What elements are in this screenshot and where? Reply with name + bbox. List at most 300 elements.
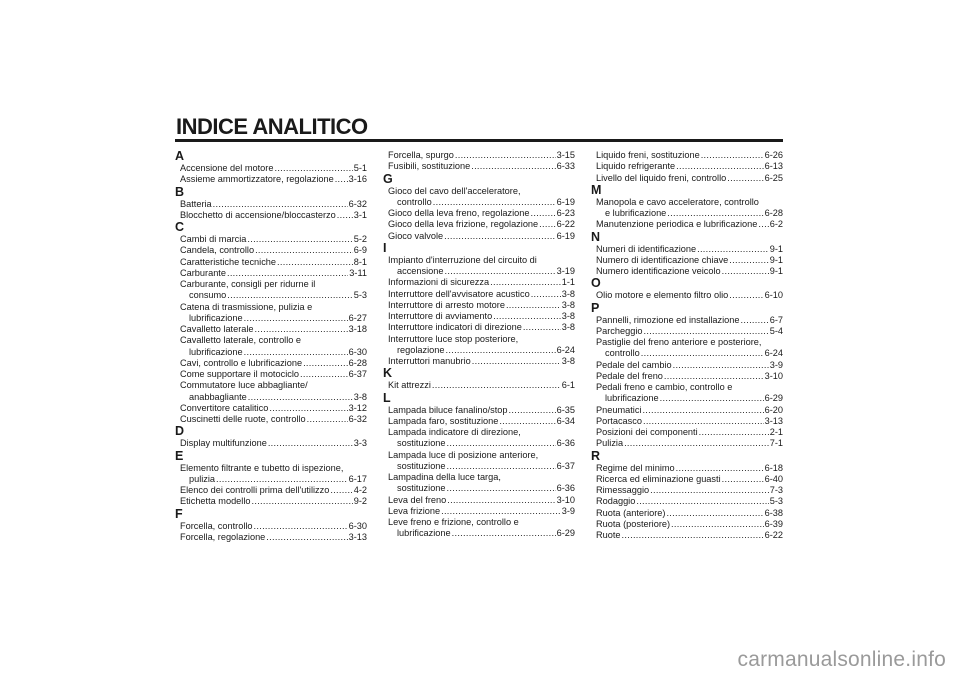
index-entry-text: Interruttore di avviamento [388, 311, 493, 321]
index-entry-text: Accensione del motore [180, 163, 274, 173]
dot-leader [255, 324, 348, 335]
index-letter: B [175, 184, 185, 199]
index-entry [591, 219, 783, 230]
dot-leader [303, 358, 348, 369]
index-letter: I [383, 240, 387, 255]
index-page-number: 5-4 [769, 325, 783, 336]
index-page-number: 6-27 [348, 312, 367, 323]
dot-leader [636, 496, 768, 507]
index-entry [591, 161, 783, 172]
index-entry [383, 495, 575, 506]
index-entry-text: Ricerca ed eliminazione guasti [596, 473, 721, 484]
index-entry-text: controllo [605, 348, 640, 359]
dot-leader [741, 315, 769, 326]
index-page-number: 5-1 [353, 163, 367, 173]
index-entry-text: Informazioni di sicurezza [388, 277, 490, 288]
index-entry [175, 463, 367, 486]
index-entry [383, 334, 575, 357]
index-entry [175, 163, 367, 174]
index-entry [383, 231, 575, 242]
index-entry-text: Cuscinetti delle ruote, controllo [180, 414, 306, 424]
index-page-number: 7-1 [769, 438, 783, 449]
index-entry-text: lubrificazione [189, 312, 243, 323]
dot-leader [307, 414, 348, 425]
index-entry-text: anabbagliante [189, 391, 247, 402]
dot-leader [247, 234, 352, 245]
index-entry [175, 496, 367, 507]
index-entry-text: Lampada biluce fanalino/stop [388, 404, 508, 415]
index-entry-text: Leva del freno [388, 494, 447, 505]
index-entry-text: Lampadina della luce targa, [388, 472, 501, 482]
dot-leader [490, 277, 561, 288]
dot-leader [227, 290, 352, 301]
index-page-number: 8-1 [353, 256, 367, 267]
index-entry-text: Numero di identificazione chiave [596, 254, 729, 265]
index-page-number: 6-32 [348, 198, 367, 209]
dot-leader [523, 322, 561, 333]
index-entry-text: Numero identificazione veicolo [596, 266, 721, 276]
index-entry [175, 358, 367, 369]
index-entry-text: Gioco della leva frizione, regolazione [388, 219, 539, 230]
index-entry-text: Blocchetto di accensione/bloccasterzo [180, 209, 336, 220]
index-page-number: 1-1 [561, 277, 575, 288]
dot-leader [277, 257, 353, 268]
index-entry [383, 311, 575, 322]
index-entry-text: Etichetta modello [180, 496, 251, 507]
index-page-number: 5-2 [353, 234, 367, 244]
index-entry-text: Manutenzione periodica e lubrificazione [596, 219, 758, 230]
index-entry-text: Caratteristiche tecniche [180, 256, 277, 267]
index-entry-text: Gioco della leva freno, regolazione [388, 208, 530, 218]
index-entry-text: Olio motore e elemento filtro olio [596, 290, 729, 301]
index-entry [175, 485, 367, 496]
index-entry-text: Parcheggio [596, 325, 643, 336]
index-entry [175, 174, 367, 185]
index-entry [175, 380, 367, 403]
index-entry [175, 199, 367, 210]
dot-leader [758, 219, 768, 230]
index-page-number: 6-37 [348, 369, 367, 379]
index-entry-text: Lampada luce di posizione anteriore, [388, 449, 539, 460]
index-letter: R [591, 448, 601, 463]
index-page-number: 3-9 [561, 505, 575, 516]
index-page-number: 6-29 [556, 528, 575, 539]
dot-leader [676, 463, 764, 474]
index-entry [383, 517, 575, 540]
index-page-number: 6-2 [769, 219, 783, 230]
index-letter: D [175, 424, 185, 439]
index-page-number: 3-19 [556, 266, 575, 276]
index-letter: O [591, 276, 601, 291]
dot-leader [244, 347, 348, 358]
index-page-number: 6-30 [348, 346, 367, 357]
index-entry-text: Pedale del freno [596, 370, 663, 381]
index-entry-text: Leve freno e frizione, controllo e [388, 517, 519, 527]
index-entry-text: Pneumatici [596, 404, 642, 415]
dot-leader [455, 150, 556, 161]
index-entry [175, 532, 367, 543]
dot-leader [676, 161, 763, 172]
index-page-number: 6-22 [556, 219, 575, 230]
index-entry-text: pulizia [189, 473, 216, 484]
index-page-number: 7-3 [769, 485, 783, 495]
index-page-number: 2-1 [769, 427, 783, 437]
index-entry-text: Liquido freni, sostituzione [596, 150, 700, 160]
index-page-number: 9-2 [353, 496, 367, 507]
index-page-number: 3-8 [561, 311, 575, 321]
index-page-number: 6-36 [556, 438, 575, 449]
index-page-number: 6-26 [764, 150, 783, 160]
index-entry [591, 474, 783, 485]
index-page-number: 6-22 [764, 530, 783, 540]
index-entry-text: Batteria [180, 198, 212, 209]
index-entry-text: lubrificazione [605, 393, 659, 404]
index-page-number: 9-1 [769, 243, 783, 254]
index-entry [591, 438, 783, 449]
index-page-number: 6-1 [561, 380, 575, 391]
index-entry [591, 496, 783, 507]
index-page-number: 3-1 [353, 209, 367, 220]
dot-leader [660, 393, 764, 404]
index-page-number: 9-1 [769, 254, 783, 265]
index-entry-text: Pulizia [596, 438, 624, 449]
index-entry [591, 463, 783, 474]
index-entry [591, 360, 783, 371]
index-entry-text: Portacasco [596, 415, 642, 426]
dot-leader [248, 392, 353, 403]
index-page-number: 6-35 [556, 404, 575, 415]
dot-leader [266, 532, 347, 543]
dot-leader [727, 173, 763, 184]
index-entry-text: Carburante [180, 267, 226, 278]
index-entry-text: Pedale del cambio [596, 359, 672, 370]
index-entry [591, 255, 783, 266]
dot-leader [227, 268, 348, 279]
index-entry-text: Lampada faro, sostituzione [388, 415, 499, 426]
index-entry-text: Lampada indicatore di direzione, [388, 427, 521, 437]
index-entry-text: Livello del liquido freni, controllo [596, 172, 727, 183]
index-entry-text: Interruttore di arresto motore [388, 299, 505, 310]
index-entry-text: Ruota (posteriore) [596, 518, 671, 529]
index-page-number: 3-3 [353, 438, 367, 449]
index-entry [591, 382, 783, 405]
index-entry [383, 161, 575, 172]
index-page-number: 3-8 [561, 356, 575, 366]
page-title: INDICE ANALITICO [176, 114, 368, 139]
dot-leader [643, 416, 764, 427]
index-entry [591, 405, 783, 416]
index-page-number: 6-9 [353, 245, 367, 256]
index-entry-text: Gioco valvole [388, 230, 444, 241]
index-page-number: 3-12 [348, 402, 367, 413]
index-entry [175, 245, 367, 256]
index-entry [175, 302, 367, 325]
index-entry [591, 315, 783, 326]
index-page-number: 3-11 [349, 267, 367, 278]
index-entry-text: sostituzione [397, 483, 446, 494]
index-page-number: 6-34 [556, 415, 575, 426]
index-entry [175, 234, 367, 245]
dot-leader [530, 208, 555, 219]
index-page-number: 6-18 [764, 462, 783, 473]
dot-leader [268, 438, 353, 449]
index-entry [591, 173, 783, 184]
index-entry [591, 244, 783, 255]
dot-leader [666, 508, 763, 519]
index-entry [383, 380, 575, 391]
index-entry-text: Leva frizione [388, 505, 441, 516]
index-entry [383, 472, 575, 495]
dot-leader [447, 495, 555, 506]
index-page-number: 6-24 [556, 344, 575, 355]
index-entry [175, 257, 367, 268]
index-entry [591, 530, 783, 541]
index-entry-text: sostituzione [397, 438, 446, 449]
index-page-number: 6-29 [764, 393, 783, 404]
index-entry [591, 150, 783, 161]
index-entry-text: Kit attrezzi [388, 380, 431, 391]
dot-leader [216, 474, 348, 485]
index-entry-text: Display multifunzione [180, 438, 267, 449]
dot-leader [244, 313, 348, 324]
dot-leader [251, 496, 352, 507]
index-page-number: 6-19 [556, 196, 575, 207]
index-page-number: 6-25 [764, 172, 783, 183]
index-page-number: 3-8 [561, 299, 575, 310]
dot-leader [472, 356, 561, 367]
dot-leader [539, 219, 555, 230]
index-entry [383, 277, 575, 288]
index-entry-text: Rodaggio [596, 496, 636, 507]
index-entry-text: lubrificazione [397, 528, 451, 539]
index-column-2 [383, 150, 575, 540]
index-page-number: 6-36 [556, 483, 575, 494]
index-page-number: 6-19 [556, 230, 575, 241]
index-page-number: 3-8 [561, 288, 575, 299]
index-letter: N [591, 229, 601, 244]
index-entry-text: Fusibili, sostituzione [388, 161, 471, 172]
index-entry [175, 335, 367, 358]
index-page-number: 6-28 [764, 208, 783, 218]
index-column-1 [175, 150, 367, 543]
dot-leader [300, 369, 348, 380]
index-entry [175, 414, 367, 425]
index-page-number: 6-28 [348, 357, 367, 368]
index-entry-text: accensione [397, 266, 444, 276]
index-letter: C [175, 220, 185, 234]
index-entry [383, 186, 575, 209]
index-entry [383, 255, 575, 278]
index-entry-text: Pastiglie del freno anteriore e posteriore, [596, 337, 762, 347]
index-entry-text: Ruota (anteriore) [596, 507, 666, 518]
index-letter: A [175, 149, 185, 163]
dot-leader [493, 311, 561, 322]
dot-leader [444, 231, 555, 242]
index-page-number: 3-8 [353, 391, 367, 402]
index-entry-text: Posizioni dei componenti [596, 427, 698, 437]
index-page-number: 3-10 [764, 370, 783, 381]
dot-leader [622, 530, 764, 541]
index-page-number: 3-13 [348, 531, 367, 542]
index-entry [383, 300, 575, 311]
index-entry [591, 337, 783, 360]
index-entry [175, 369, 367, 380]
dot-leader [471, 161, 555, 172]
index-entry-text: Cavalletto laterale, controllo e [180, 335, 302, 346]
index-entry [383, 208, 575, 219]
index-letter: G [383, 171, 393, 186]
index-entry-text: consumo [189, 290, 227, 301]
index-page-number: 6-17 [348, 473, 367, 484]
index-entry-text: regolazione [397, 344, 445, 355]
index-entry-text: lubrificazione [189, 346, 243, 357]
index-entry-text: Convertitore catalitico [180, 402, 269, 413]
dot-leader [673, 360, 769, 371]
watermark: carmanualsonline.info [737, 648, 946, 671]
index-page-number: 3-8 [561, 322, 575, 333]
index-entry [383, 219, 575, 230]
dot-leader [452, 528, 556, 539]
dot-leader [255, 245, 353, 256]
index-page-number: 6-13 [764, 161, 783, 172]
index-page-number: 6-24 [764, 348, 783, 359]
index-page-number: 3-9 [769, 359, 783, 370]
dot-leader [444, 266, 555, 277]
index-entry-text: Impianto d'interruzione del circuito di [388, 254, 537, 265]
index-entry [591, 427, 783, 438]
index-page-number: 6-30 [348, 520, 367, 531]
dot-leader [432, 380, 561, 391]
index-page-number: 6-32 [348, 414, 367, 424]
index-page-number: 6-40 [764, 473, 783, 484]
index-entry [383, 322, 575, 333]
index-page-number: 6-39 [764, 518, 783, 529]
dot-leader [699, 427, 769, 438]
index-entry-text: Gioco del cavo dell'acceleratore, [388, 185, 521, 196]
dot-leader [506, 300, 561, 311]
index-entry [591, 485, 783, 496]
index-entry-text: Regime del minimo [596, 462, 675, 473]
index-page-number: 3-16 [348, 174, 367, 185]
index-page-number: 3-10 [556, 494, 575, 505]
index-entry [383, 405, 575, 416]
index-entry-text: controllo [397, 196, 432, 207]
dot-leader [664, 371, 764, 382]
dot-leader [722, 266, 769, 277]
dot-leader [729, 290, 763, 301]
dot-leader [667, 208, 763, 219]
index-page-number: 5-3 [353, 290, 367, 301]
index-entry-text: Commutatore luce abbagliante/ [180, 380, 308, 391]
index-page-number: 3-18 [348, 324, 367, 334]
dot-leader [213, 199, 348, 210]
index-entry [175, 521, 367, 532]
index-letter: E [175, 448, 184, 463]
dot-leader [433, 197, 556, 208]
index-entry [383, 356, 575, 367]
title-rule [175, 139, 783, 142]
dot-leader [447, 438, 556, 449]
dot-leader [641, 348, 764, 359]
index-entry-text: Forcella, regolazione [180, 531, 266, 542]
index-entry-text: Interruttore luce stop posteriore, [388, 333, 519, 344]
index-entry-text: Forcella, spurgo [388, 150, 454, 160]
index-entry-text: Forcella, controllo [180, 520, 253, 531]
index-page-number: 3-13 [764, 415, 783, 426]
index-entry [591, 326, 783, 337]
index-entry-text: Elemento filtrante e tubetto di ispezione, [180, 462, 344, 473]
index-page-number: 6-7 [769, 314, 783, 325]
index-entry [591, 508, 783, 519]
index-entry [175, 268, 367, 279]
dot-leader [650, 485, 769, 496]
index-page-number: 5-3 [769, 496, 783, 507]
index-page-number: 6-38 [764, 507, 783, 518]
index-letter: P [591, 300, 600, 315]
index-entry [175, 279, 367, 302]
dot-leader [447, 483, 556, 494]
index-entry [591, 290, 783, 301]
dot-leader [642, 405, 763, 416]
index-entry [383, 150, 575, 161]
index-entry [383, 450, 575, 473]
dot-leader [269, 403, 347, 414]
index-entry [591, 519, 783, 530]
index-entry-text: Elenco dei controlli prima dell'utilizzo [180, 485, 330, 495]
index-page-number: 6-37 [556, 460, 575, 471]
index-entry-text: Catena di trasmissione, pulizia e [180, 301, 313, 312]
dot-leader [697, 244, 769, 255]
index-entry [591, 266, 783, 277]
dot-leader [337, 210, 353, 221]
dot-leader [447, 461, 556, 472]
index-entry [591, 197, 783, 220]
index-page-number: 4-2 [353, 485, 367, 495]
index-entry [591, 371, 783, 382]
index-letter: L [383, 390, 391, 405]
index-letter: K [383, 366, 393, 381]
index-entry-text: Candela, controllo [180, 245, 255, 256]
index-column-3 [591, 150, 783, 541]
dot-leader [671, 519, 764, 530]
index-entry [383, 416, 575, 427]
dot-leader [701, 150, 764, 161]
index-entry-text: sostituzione [397, 460, 446, 471]
dot-leader [509, 405, 556, 416]
index-entry-text: Pannelli, rimozione ed installazione [596, 314, 740, 325]
index-page-number: 9-1 [769, 266, 783, 276]
index-entry-text: Interruttore indicatori di direzione [388, 322, 522, 333]
index-entry [175, 438, 367, 449]
index-entry-text: Manopola e cavo acceleratore, controllo [596, 196, 759, 207]
dot-leader [499, 416, 555, 427]
index-page-number: 6-20 [764, 404, 783, 415]
index-entry [383, 427, 575, 450]
index-letter: M [591, 182, 602, 197]
dot-leader [441, 506, 561, 517]
index-page-number: 6-10 [764, 290, 783, 301]
dot-leader [624, 438, 769, 449]
dot-leader [274, 163, 352, 174]
index-entry-text: Come supportare il motociclo [180, 369, 299, 379]
dot-leader [643, 326, 768, 337]
index-entry-text: Interruttori manubrio [388, 356, 471, 366]
index-entry-text: Ruote [596, 530, 621, 540]
index-entry-text: Numeri di identificazione [596, 243, 697, 254]
index-letter: F [175, 506, 183, 521]
index-page-number: 6-23 [556, 208, 575, 218]
dot-leader [531, 289, 561, 300]
